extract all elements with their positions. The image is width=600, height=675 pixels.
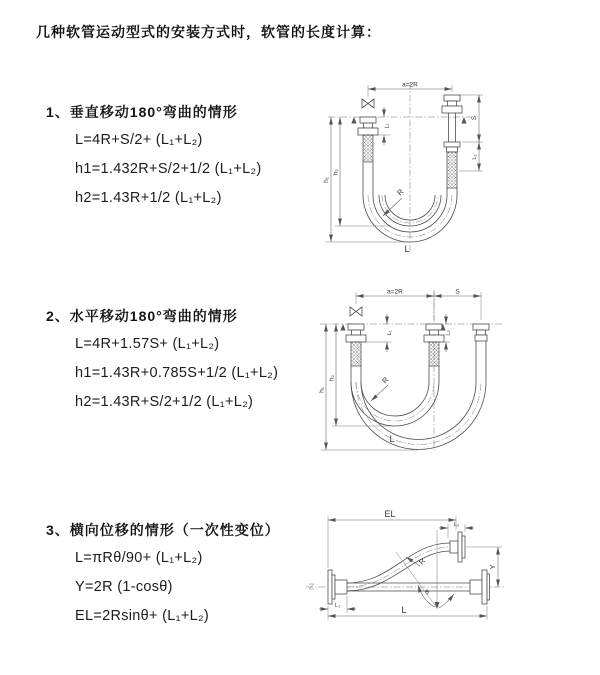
right-fitting-assembly [442, 95, 462, 188]
valve-icon [350, 307, 362, 316]
stroke-label: S [455, 288, 460, 296]
length-label: L [401, 605, 407, 615]
dimension-stroke [459, 95, 483, 171]
diagram-vertical-bend [312, 76, 577, 258]
braid-section [429, 342, 439, 366]
length-label: L [389, 434, 395, 444]
formula-offset: Y=2R (1-cosθ) [75, 579, 173, 595]
h1-label: h₁ [318, 387, 326, 393]
dimension-length [328, 605, 487, 620]
l1-label: L₁ [384, 123, 391, 129]
dimension-l2 [439, 522, 474, 538]
stroke-label: S [471, 115, 478, 121]
length-label: L [404, 244, 410, 254]
width-label: a=2R [402, 81, 418, 89]
l2-label: L₂ [445, 330, 452, 336]
el-label: EL [384, 509, 396, 519]
formula-length: L=4R+1.57S+ (L₁+L₂) [75, 336, 220, 352]
right-flange [470, 570, 490, 604]
braid-section [363, 135, 373, 162]
right-fitting [473, 324, 489, 341]
break-mark [309, 584, 314, 589]
formula-h1: h1=1.432R+S/2+1/2 (L₁+L₂) [75, 161, 262, 177]
h2-label: h₂ [328, 374, 336, 382]
dimension-stroke [434, 289, 481, 321]
formula-length: L=4R+S/2+ (L₁+L₂) [75, 132, 203, 148]
dimension-radius [371, 375, 391, 401]
radius-label: R [416, 556, 428, 567]
top-flange [450, 532, 465, 562]
braid-section [351, 342, 361, 366]
formula-length: L=πRθ/90+ (L₁+L₂) [75, 550, 203, 566]
dimension-radius [383, 187, 406, 216]
left-flange [328, 570, 347, 604]
dimension-l1 [366, 314, 393, 352]
braid-section [447, 152, 457, 188]
formula-el: EL=2Rsinθ+ (L₁+L₂) [75, 608, 210, 624]
angle-label: θ [425, 589, 429, 596]
left-fitting [346, 324, 366, 366]
left-fitting [358, 117, 378, 162]
l2-label: L₂ [453, 522, 460, 528]
formula-h2: h2=1.43R+S/2+1/2 (L₁+L₂) [75, 394, 254, 410]
dimension-width [356, 289, 434, 321]
radius-label: R [380, 375, 391, 386]
l2-label: L₂ [472, 154, 478, 160]
section-2-title: 2、水平移动180°弯曲的情形 [46, 308, 238, 324]
dimension-l2 [441, 314, 452, 352]
h2-label: h₂ [332, 168, 340, 176]
l1-label: L₁ [387, 330, 393, 336]
valve-icon [362, 99, 374, 108]
section-3-title: 3、横向位移的情形（一次性变位） [46, 522, 280, 538]
datum-arrow [461, 117, 466, 124]
document-title: 几种软管运动型式的安装方式时，软管的长度计算： [36, 24, 381, 40]
section-2 [46, 306, 311, 423]
l1-label: L₁ [335, 603, 340, 609]
width-label: a=2R [387, 288, 403, 296]
section-1 [46, 102, 311, 219]
h1-label: h₁ [323, 177, 330, 183]
diagram-horizontal-bend [312, 282, 577, 464]
dimension-l1 [376, 107, 391, 145]
section-3 [46, 520, 311, 637]
hose-outline [351, 341, 486, 449]
diagram-lateral-displacement [300, 502, 590, 657]
dimension-l1 [319, 596, 356, 613]
radius-label: R [395, 187, 406, 198]
formula-h2: h2=1.43R+1/2 (L₁+L₂) [75, 190, 222, 206]
section-1-title: 1、垂直移动180°弯曲的情形 [46, 104, 238, 120]
datum-arrow [351, 117, 356, 124]
dimension-h1 [319, 324, 419, 450]
offset-label: Y [488, 564, 497, 570]
hose-outline [347, 543, 450, 591]
formula-h1: h1=1.43R+0.785S+1/2 (L₁+L₂) [75, 365, 279, 381]
datum-arrow [340, 324, 345, 331]
